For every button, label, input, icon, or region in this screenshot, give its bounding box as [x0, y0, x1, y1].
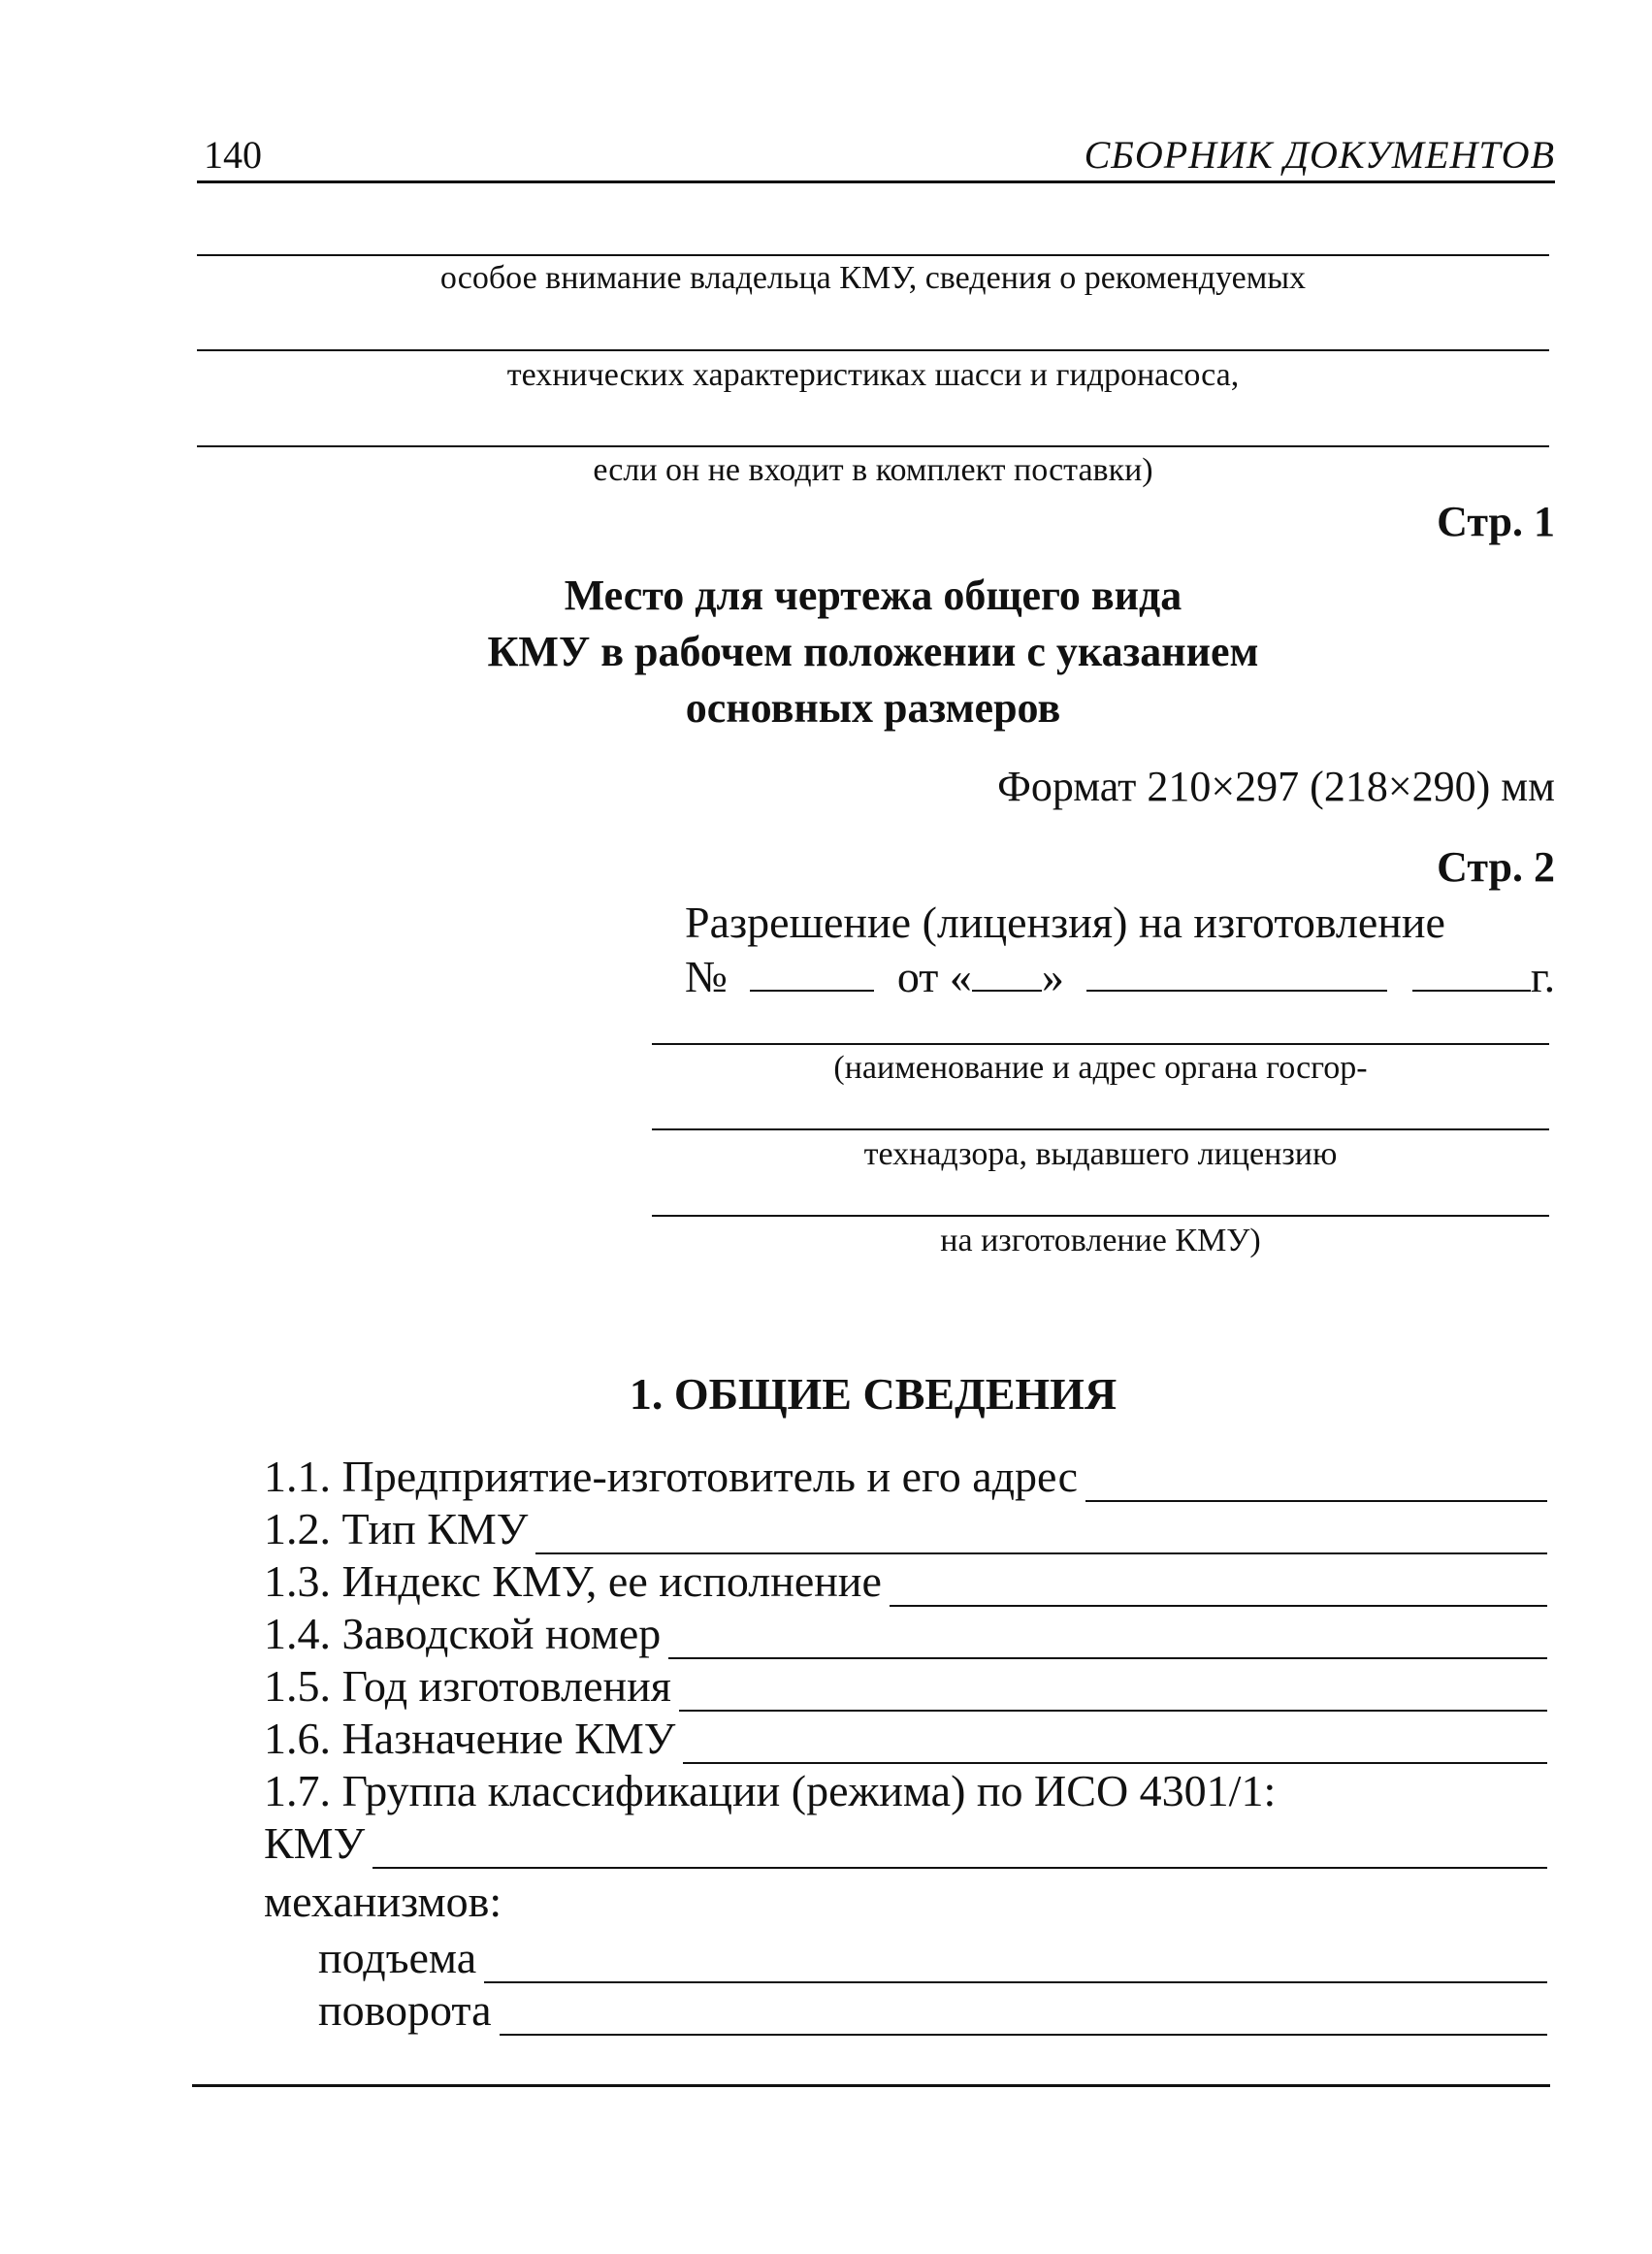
- fill-line: [197, 349, 1549, 351]
- fill-line: [652, 1043, 1549, 1045]
- running-title: СБОРНИК ДОКУМЕНТОВ: [1084, 133, 1555, 177]
- field-row: [264, 1927, 1547, 1983]
- field-row: [264, 1502, 1547, 1554]
- license-year-blank[interactable]: [1412, 957, 1531, 992]
- caption-line: технадзора, выдавшего лицензию: [863, 1136, 1338, 1172]
- drawing-placeholder: [291, 568, 1455, 736]
- license-day-blank[interactable]: [972, 957, 1042, 992]
- field-row: [264, 1764, 1547, 1816]
- field-label: 1.4. Заводской номер: [264, 1609, 662, 1658]
- caption-line: если он не входит в комплект поставки): [593, 452, 1153, 488]
- placeholder-line: Место для чертежа общего вида: [564, 572, 1182, 619]
- field-label: механизмов:: [264, 1877, 502, 1926]
- caption-line: (наименование и адрес органа госгор-: [833, 1050, 1368, 1086]
- field-blank[interactable]: [679, 1675, 1547, 1712]
- fill-line: [652, 1128, 1549, 1130]
- field-label: 1.1. Предприятие-изготовитель и его адрес: [264, 1452, 1079, 1501]
- field-row: [264, 1983, 1547, 2036]
- page-number: 140: [204, 133, 262, 177]
- field-row: [264, 1607, 1547, 1659]
- section-heading: 1. ОБЩИЕ СВЕДЕНИЯ: [629, 1369, 1118, 1419]
- field-blank[interactable]: [683, 1727, 1547, 1764]
- general-info-fields: [264, 1450, 1547, 2036]
- field-row: [264, 1816, 1547, 1869]
- field-blank[interactable]: [1085, 1465, 1547, 1502]
- page-label-1: Стр. 1: [1437, 498, 1555, 545]
- placeholder-line: основных размеров: [685, 684, 1061, 732]
- fill-line: [197, 445, 1549, 447]
- fill-line: [652, 1215, 1549, 1217]
- page-header: [197, 124, 1555, 183]
- license-quote-close: »: [1041, 952, 1064, 1001]
- field-label: 1.3. Индекс КМУ, ее исполнение: [264, 1556, 882, 1606]
- field-label: подъема: [318, 1933, 477, 1982]
- field-blank[interactable]: [668, 1622, 1547, 1659]
- field-blank[interactable]: [484, 1946, 1547, 1983]
- license-year-suffix: г.: [1530, 952, 1556, 1001]
- format-note: Формат 210×297 (218×290) мм: [997, 763, 1555, 810]
- placeholder-line: КМУ в рабочем положении с указанием: [487, 628, 1259, 675]
- field-row: [264, 1659, 1547, 1712]
- field-blank[interactable]: [500, 1999, 1548, 2036]
- field-label: 1.2. Тип КМУ: [264, 1504, 529, 1553]
- field-row: [264, 1450, 1547, 1502]
- field-blank[interactable]: [373, 1832, 1547, 1869]
- fill-line: [197, 254, 1549, 256]
- field-row: [264, 1554, 1547, 1607]
- license-number-line: [685, 951, 1555, 1002]
- number-sign: №: [685, 952, 728, 1001]
- bottom-rule: [192, 2084, 1550, 2087]
- field-label: КМУ: [264, 1818, 366, 1868]
- page-label-2: Стр. 2: [1437, 843, 1555, 891]
- field-label: 1.6. Назначение КМУ: [264, 1714, 676, 1763]
- license-from: от «: [896, 952, 972, 1001]
- license-number-blank[interactable]: [750, 957, 874, 992]
- license-month-blank[interactable]: [1086, 957, 1387, 992]
- field-blank[interactable]: [535, 1518, 1547, 1554]
- caption-line: технических характеристиках шасси и гидронасоса,: [506, 357, 1240, 393]
- field-blank[interactable]: [890, 1570, 1547, 1607]
- caption-line: на изготовление КМУ): [940, 1223, 1261, 1258]
- license-title: Разрешение (лицензия) на изготовление: [685, 898, 1445, 947]
- field-label: поворота: [318, 1985, 492, 2035]
- field-row: [264, 1712, 1547, 1764]
- field-label: 1.5. Год изготовления: [264, 1661, 671, 1711]
- field-row: [264, 1869, 1547, 1927]
- caption-line: особое внимание владельца КМУ, сведения о рекомендуемых: [439, 260, 1307, 296]
- field-label: 1.7. Группа классификации (режима) по ИСО 4301/1:: [264, 1766, 1277, 1815]
